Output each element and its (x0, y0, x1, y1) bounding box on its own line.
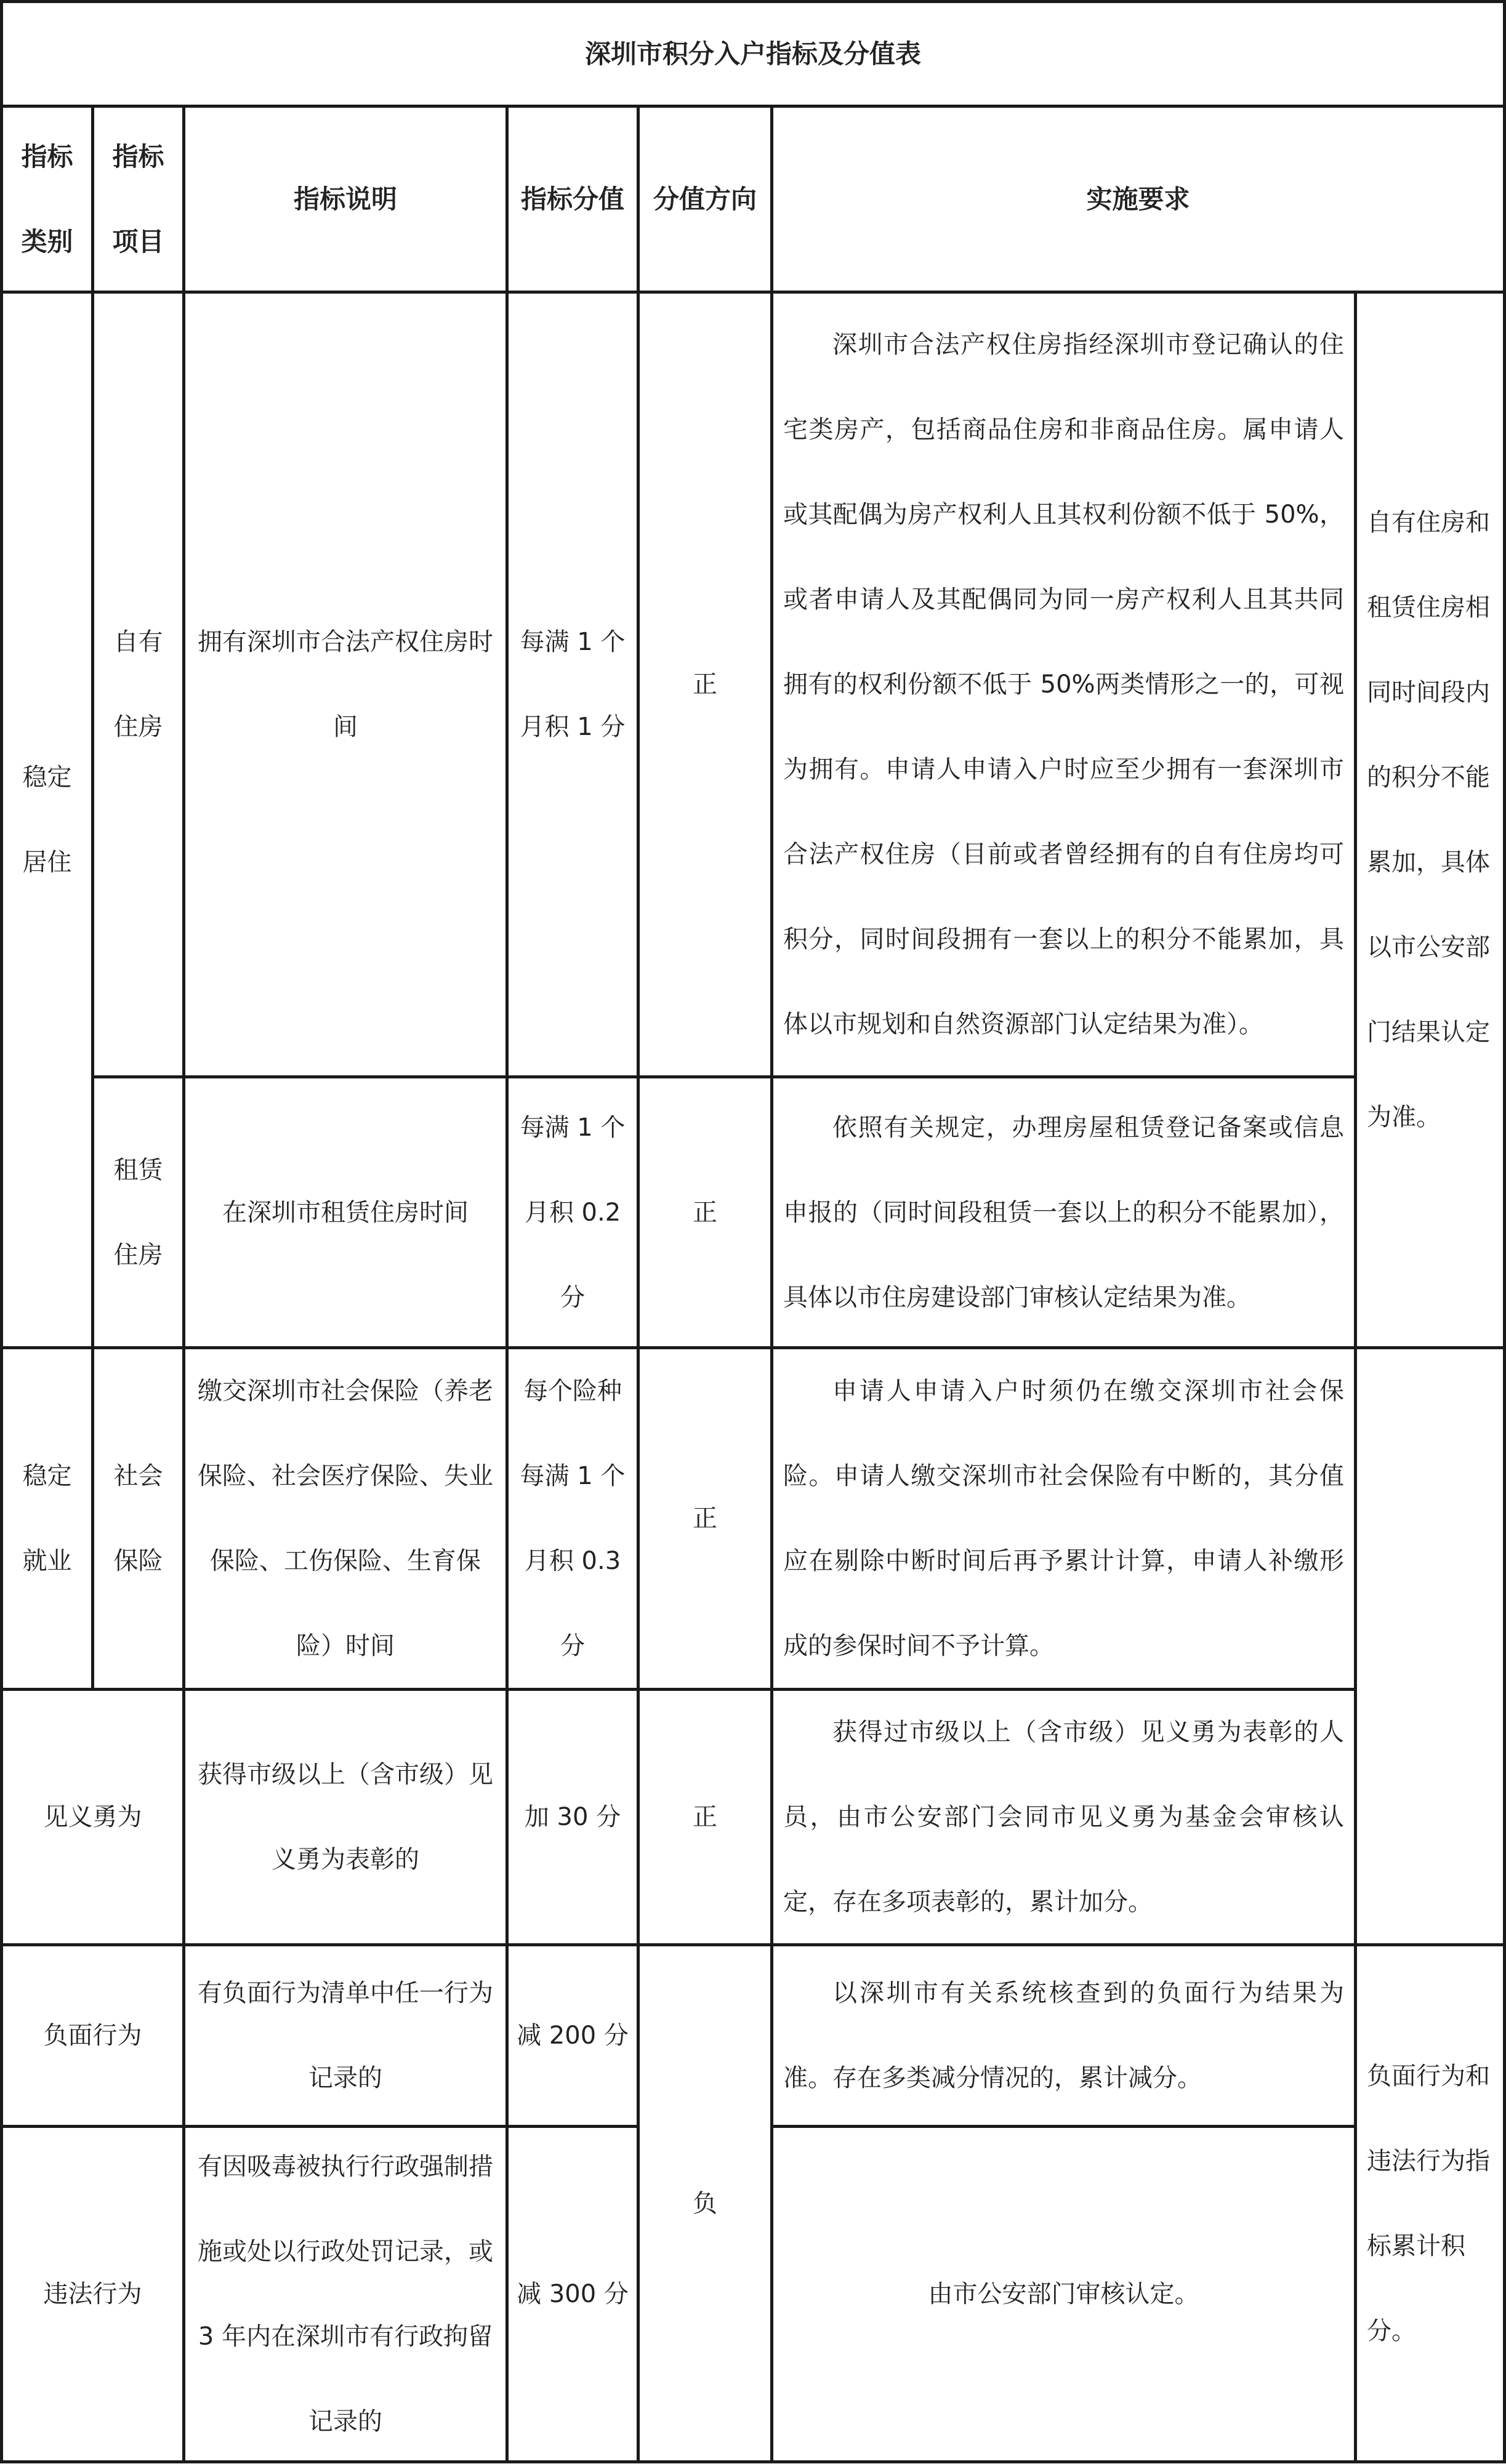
header-category (0, 105, 94, 294)
header-direction (637, 105, 773, 294)
req-own-housing-text: 深圳市合法产权住房指经深圳市登记确认的住宅类房产，包括商品住房和非商品住房。属申请人或其配偶为房产权利人且其权利份额不低于 50%，或者申请人及其配偶同为同一房产权利人且其共同拥有的权利份额不低于 50%两类情形之一的，可视为拥有。申请人申请入户时应至少拥有一套深圳市合法产权住房（目前或者曾经拥有的自有住房均可积分，同时间段拥有一套以上的积分不能累加，具体以市规划和自然资源部门认定结果为准）。 (783, 331, 1344, 1038)
item-brave-label: 见义勇为 (43, 1803, 142, 1831)
header-req-label: 实施要求 (1086, 183, 1190, 214)
direction-social-insurance-text: 正 (693, 1504, 717, 1533)
score-negative (505, 1943, 640, 2128)
desc-negative-text: 有负面行为清单中任一行为记录的 (198, 1979, 493, 2092)
desc-rent-housing (182, 1075, 509, 1349)
desc-brave (182, 1688, 509, 1946)
item-own-housing (91, 291, 185, 1078)
direction-negative-text: 负 (693, 2189, 717, 2218)
note-housing-text: 自有住房和租赁住房相同时间段内的积分不能累加，具体以市公安部门结果认定为准。 (1367, 508, 1490, 1131)
header-score-label: 指标分值 (520, 183, 624, 214)
header-category-label: 指标 类别 (21, 141, 73, 257)
score-social-insurance-text: 每个险种 每满 1 个 月积 0.3 分 (520, 1377, 626, 1660)
desc-brave-text: 获得市级以上（含市级）见义勇为表彰的 (198, 1760, 493, 1874)
req-rent-housing (770, 1075, 1357, 1349)
category-employment (0, 1346, 94, 1691)
direction-own-housing (637, 291, 773, 1078)
category-employment-label: 稳定 就业 (22, 1462, 72, 1575)
header-desc-label: 指标说明 (293, 183, 397, 214)
item-rent-housing-label: 租赁 住房 (113, 1155, 163, 1269)
item-own-housing-label: 自有 住房 (113, 628, 163, 741)
item-brave (0, 1688, 185, 1946)
score-own-housing-text: 每满 1 个 月积 1 分 (520, 628, 626, 741)
score-social-insurance (505, 1346, 640, 1691)
item-social-insurance-label: 社会 保险 (113, 1462, 163, 1575)
score-illegal-text: 减 300 分 (517, 2280, 629, 2308)
req-illegal (770, 2125, 1357, 2463)
direction-negative (637, 1943, 773, 2463)
direction-brave (637, 1688, 773, 1946)
note-negative (1354, 1943, 1506, 2463)
item-negative-label: 负面行为 (43, 2021, 142, 2050)
direction-rent-housing-text: 正 (693, 1198, 717, 1227)
header-desc (182, 105, 509, 294)
category-housing-span (0, 291, 94, 1349)
note-employment-empty (1354, 1346, 1506, 1965)
req-brave-text: 获得过市级以上（含市级）见义勇为表彰的人员，由市公安部门会同市见义勇为基金会审核认定，存在多项表彰的，累计加分。 (783, 1718, 1344, 1916)
table-title: 深圳市积分入户指标及分值表 (584, 38, 921, 69)
header-req (770, 105, 1506, 294)
note-housing (1354, 291, 1506, 1349)
req-brave (770, 1688, 1357, 1946)
req-negative-text: 以深圳市有关系统核查到的负面行为结果为准。存在多类减分情况的，累计减分。 (783, 1979, 1344, 2092)
desc-illegal-text: 有因吸毒被执行行政强制措施或处以行政处罚记录，或 3 年内在深圳市有行政拘留记录的 (198, 2153, 493, 2436)
score-rent-housing-text: 每满 1 个 月积 0.2 分 (520, 1113, 626, 1312)
direction-rent-housing (637, 1075, 773, 1349)
req-negative (770, 1943, 1357, 2128)
category-housing-span-label: 稳定 居住 (22, 763, 72, 877)
req-rent-housing-text: 依照有关规定，办理房屋租赁登记备案或信息申报的（同时间段租赁一套以上的积分不能累加），具体以市住房建设部门审核认定结果为准。 (783, 1113, 1344, 1312)
header-item (91, 105, 185, 294)
desc-rent-housing-text: 在深圳市租赁住房时间 (222, 1198, 469, 1227)
table-title-cell (0, 0, 1506, 108)
score-brave-text: 加 30 分 (524, 1803, 621, 1831)
score-brave (505, 1688, 640, 1946)
header-direction-label: 分值方向 (653, 183, 757, 214)
req-social-insurance-text: 申请人申请入户时须仍在缴交深圳市社会保险。申请人缴交深圳市社会保险有中断的，其分值应在剔除中断时间后再予累计计算，申请人补缴形成的参保时间不予计算。 (783, 1377, 1344, 1660)
direction-brave-text: 正 (693, 1803, 717, 1831)
score-rent-housing (505, 1075, 640, 1349)
req-illegal-text: 由市公安部门审核认定。 (928, 2280, 1199, 2308)
direction-social-insurance (637, 1346, 773, 1691)
req-own-housing (770, 291, 1357, 1078)
req-social-insurance (770, 1346, 1357, 1691)
item-rent-housing (91, 1075, 185, 1349)
desc-illegal (182, 2125, 509, 2463)
item-negative (0, 1943, 185, 2128)
score-own-housing (505, 291, 640, 1078)
item-social-insurance (91, 1346, 185, 1691)
score-negative-text: 减 200 分 (517, 2021, 629, 2050)
header-item-label: 指标 项目 (112, 141, 164, 257)
desc-social-insurance (182, 1346, 509, 1691)
item-illegal (0, 2125, 185, 2463)
desc-social-insurance-text: 缴交深圳市社会保险（养老保险、社会医疗保险、失业保险、工伤保险、生育保险）时间 (198, 1377, 493, 1660)
direction-own-housing-text: 正 (693, 670, 717, 699)
score-illegal (505, 2125, 640, 2463)
header-score (505, 105, 640, 294)
desc-own-housing (182, 291, 509, 1078)
desc-own-housing-text: 拥有深圳市合法产权住房时间 (198, 628, 493, 741)
note-negative-text: 负面行为和违法行为指标累计积分。 (1367, 2061, 1490, 2345)
desc-negative (182, 1943, 509, 2128)
item-illegal-label: 违法行为 (43, 2280, 142, 2308)
